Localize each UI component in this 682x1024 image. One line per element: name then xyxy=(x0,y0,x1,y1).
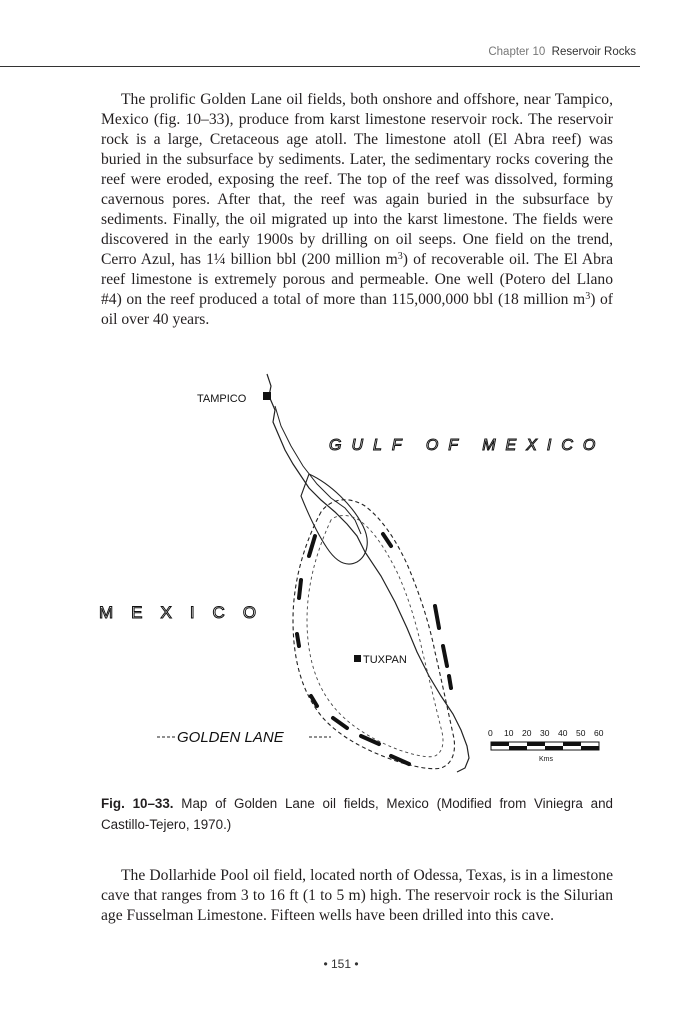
scale-tick-10: 10 xyxy=(504,728,514,738)
header-rule xyxy=(0,66,640,67)
superscript-3-a: 3 xyxy=(397,251,403,262)
scale-bar-segment-3 xyxy=(527,742,545,746)
scale-bar xyxy=(488,728,604,763)
tuxpan-label: TUXPAN xyxy=(363,654,407,666)
oil-field-segments xyxy=(297,534,451,764)
golden-lane-map xyxy=(95,366,620,786)
paragraph-1-text-b: ) of recoverable oil. The El Abra reef limestone is extremely porous and permeable. One well (Potero del Llano #4) on the reef produced a total of more than 115,000,000 bbl (18 million m xyxy=(101,251,614,308)
reef-inner-ring xyxy=(307,516,443,757)
scale-tick-50: 50 xyxy=(576,728,586,738)
chapter-title: Reservoir Rocks xyxy=(551,46,636,58)
paragraph-1-text-a: The prolific Golden Lane oil fields, both onshore and offshore, near Tampico, Mexico (fig. 10–33), produce from karst limestone reservoir rock. The reservoir rock is a large, Cretaceous age atoll. The limestone atoll (El Abra reef) was buried in the subsurface by sediments. Later, the sedimentary rocks covering the reef were eroded, exposing the reef. The top of the reef was dissolved, forming cavernous pores. After that, the reef was again buried in the subsurface by sediments. Finally, the oil migrated up into the karst limestone. The fields were discovered in the early 1900s by drilling on oil seeps. One field on the trend, Cerro Azul, has 1¼ billion bbl (200 million m xyxy=(101,91,613,268)
reef-outer-ring xyxy=(293,500,455,769)
scale-bar-segment-5 xyxy=(563,742,581,746)
gulf-of-mexico-label: GULF OF MEXICO xyxy=(329,437,606,454)
chapter-number: Chapter 10 xyxy=(488,46,546,58)
mexico-label: MEXICO xyxy=(99,603,275,622)
scale-tick-0: 0 xyxy=(488,728,493,738)
scale-tick-40: 40 xyxy=(558,728,568,738)
scale-unit: Kms xyxy=(539,756,553,763)
coastline-inner xyxy=(275,406,361,534)
tuxpan-marker xyxy=(354,655,361,662)
superscript-3-b: 3 xyxy=(585,291,591,302)
scale-tick-20: 20 xyxy=(522,728,532,738)
scale-tick-60: 60 xyxy=(594,728,604,738)
golden-lane-label: GOLDEN LANE xyxy=(177,729,284,746)
scale-tick-30: 30 xyxy=(540,728,550,738)
figure-caption xyxy=(101,793,613,835)
coastline xyxy=(267,374,469,772)
running-header xyxy=(0,46,636,66)
scale-bar-segment-4 xyxy=(545,746,563,750)
page-number: • 151 • xyxy=(323,957,359,971)
scale-bar-segment-1 xyxy=(491,742,509,746)
figure-number: Fig. 10–33. xyxy=(101,796,174,811)
body-paragraph-1 xyxy=(101,90,613,330)
scale-bar-segment-2 xyxy=(509,746,527,750)
body-paragraph-2: The Dollarhide Pool oil field, located north of Odessa, Texas, is in a limestone cave that ranges from 3 to 16 ft (1 to 5 m) high. The reservoir rock is the Silurian age Fusselman Limestone. Fifteen wells have been drilled into this cave. xyxy=(101,867,613,924)
tampico-label: TAMPICO xyxy=(197,393,247,405)
caption-text: Map of Golden Lane oil fields, Mexico (Modified from Viniegra and Castillo-Tejero, 1970.) xyxy=(101,796,613,832)
tampico-marker xyxy=(263,392,271,400)
scale-bar-segment-6 xyxy=(581,746,599,750)
paragraph-1-text-c: ) of oil over 40 years. xyxy=(101,291,613,328)
